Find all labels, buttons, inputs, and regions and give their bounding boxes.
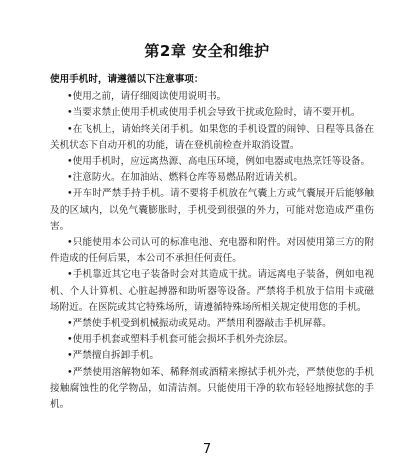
precaution-item: •严禁擅自拆卸手机。 [67, 350, 160, 362]
precaution-item: •使用之前，请仔细阅读使用说明书。 [67, 91, 227, 103]
precaution-item: •使用手机套或塑料手机套可能会损坏手机外壳涂层。 [67, 334, 294, 346]
precaution-item: •严禁使用溶解物如苯、稀释剂或酒精来擦拭手机外壳，严禁使您的手机接触腐蚀性的化学物品，如清洁剂。只能使用干净的软布轻轻地擦拭您的手机。 [50, 366, 374, 411]
precaution-item: •在飞机上，请始终关闭手机。如果您的手机设置的闹钟、日程等具备在关机状态下自动开机的功能，请在登机前检查并取消设置。 [50, 123, 374, 151]
page-content [50, 72, 374, 413]
precaution-item: •手机靠近其它电子装备时会对其造成干扰。请远离电子装备，例如电视机、个人计算机、心脏起搏器和助听器等设备。严禁将手机放于信用卡或磁场附近。在医院或其它特殊场所，请遵循特殊场所相关规定使用您的手机。 [50, 269, 374, 313]
precaution-item: •只能使用本公司认可的标准电池、充电器和附件。对因使用第三方的附件造成的任何后果，本公司不承担任何责任。 [50, 237, 374, 265]
precaution-item: •严禁使手机受到机械振动或晃动。严禁用利器敲击手机屏幕。 [67, 318, 332, 330]
page-number: 7 [202, 442, 212, 457]
chapter-title: 第2章 安全和维护 [144, 42, 270, 60]
precaution-item: •当要求禁止使用手机或使用手机会导致干扰或危险时，请不要开机。 [67, 107, 361, 119]
precautions-heading: 使用手机时，请遵循以下注意事项： [50, 74, 204, 85]
precaution-item: •使用手机时，应远离热源、高电压环境，例如电器或电热烹饪等设备。 [67, 156, 371, 168]
precaution-item: •注意防火。在加油站、燃料仓库等易燃品附近请关机。 [67, 172, 303, 184]
precaution-item: •开车时严禁手持手机。请不要将手机放在气囊上方或气囊展开后能够触及的区域内，以免气囊膨胀时，手机受到很强的外力，可能对您造成严重伤害。 [50, 188, 374, 232]
